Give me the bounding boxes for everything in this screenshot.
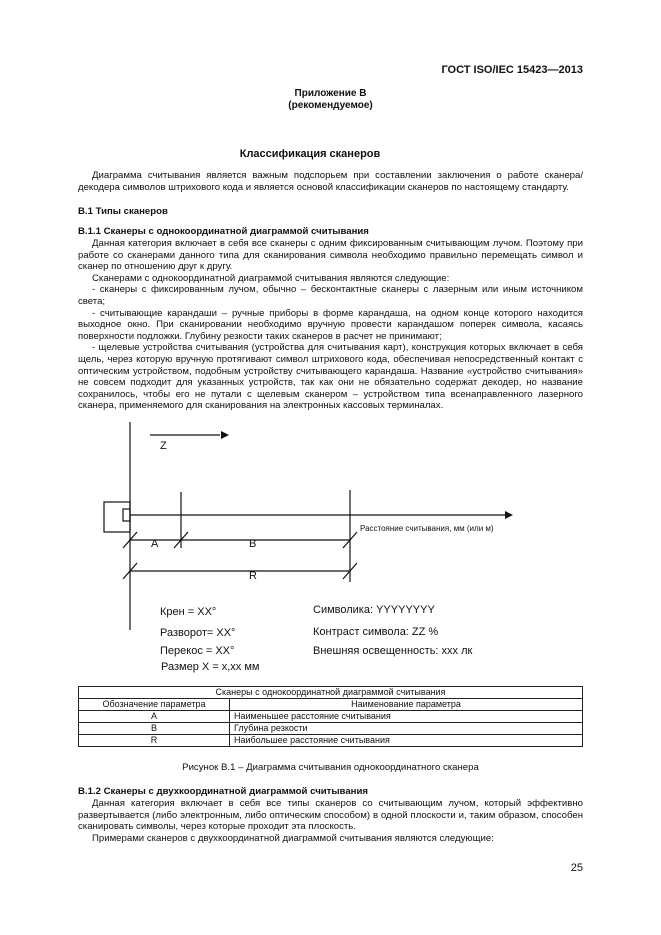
- section-title: Классификация сканеров: [239, 148, 381, 160]
- table-cell-name: Наибольшее расстояние считывания: [230, 735, 583, 747]
- symbology-label: Символика: YYYYYYYY: [313, 604, 435, 616]
- table-header-name: Наименование параметра: [230, 699, 583, 711]
- standard-header: ГОСТ ISO/IEC 15423—2013: [441, 64, 583, 76]
- table-cell-symbol: R: [79, 735, 230, 747]
- contrast-label: Контраст символа: ZZ %: [313, 626, 439, 638]
- table-row: [79, 723, 583, 735]
- table-cell-name: Наименьшее расстояние считывания: [230, 711, 583, 723]
- figure-caption: Рисунок В.1 – Диаграмма считывания однокоординатного сканера: [182, 762, 479, 773]
- z-arrow-head: [221, 431, 229, 439]
- page-number: 25: [570, 862, 583, 874]
- illumination-label: Внешняя освещенность: xxx лк: [313, 645, 473, 657]
- b11-paragraph-2: Сканерами с однокоординатной диаграммой считывания являются следующие:: [92, 272, 450, 284]
- b11-list-item-1: - сканеры с фиксированным лучом, обычно – бесконтактные сканеры с лазерным или иным источником света;: [78, 284, 583, 307]
- b12-body: [78, 798, 583, 844]
- table-row: [79, 735, 583, 747]
- r-label: R: [249, 570, 257, 582]
- parameters-table: [78, 686, 583, 747]
- b12-paragraph-2: Примерами сканеров с двухкоординатной диаграммой считывания являются следующие:: [92, 832, 494, 844]
- b11-paragraph-1: Данная категория включает в себя все сканеры с одним фиксированным считывающим лучом. Поэтому при работе со сканерами данного типа для сканирования символа необходимо правильно перемещать символ и сканер по отношению друг к другу.: [78, 238, 583, 273]
- axis-arrow-head: [505, 511, 513, 519]
- b12-paragraph-1: Данная категория включает в себя все типы сканеров со считывающим лучом, который эффективно развертывается (либо электронным, либо оптическим способом) в одной плоскости и, таким образом, способен сканировать символы, через которые проходит эта плоскость.: [78, 798, 583, 833]
- intro-text: Диаграмма считывания является важным подспорьем при составлении заключения о работе сканера/декодера символов штрихового кода и является основой классификации сканеров по настоящему стандарту.: [78, 170, 583, 193]
- axis-label: Расстояние считывания, мм (или м): [360, 524, 494, 533]
- table-row: [79, 711, 583, 723]
- scanner-box: [104, 502, 130, 532]
- heading-b1: В.1 Типы сканеров: [78, 206, 168, 217]
- skew-label: Перекос = XX°: [160, 645, 235, 657]
- table-title: Сканеры с однокоординатной диаграммой считывания: [79, 687, 583, 699]
- a-label: A: [151, 538, 159, 550]
- annex-title: Приложение В: [294, 88, 367, 99]
- z-label: Z: [160, 440, 167, 452]
- b11-list-item-3: - щелевые устройства считывания (устройства для считывания карт), конструкция которых включает в себя щель, через которую вручную протягивают символ штрихового кода, обеспечивая непосредственный контакт с оптическим устройством, подобным устройству считывающего карандаша. Название «устройство считывания» не совсем подходит для указанных устройств, так как они не обязательно содержат декодер, но название сохранилось, чтобы его не путали с щелевым сканером – устройством типа всенаправленного лазерного сканера, применяемого для сканирования на электронных кассовых терминалах.: [78, 342, 583, 412]
- heading-b11: В.1.1 Сканеры с однокоординатной диаграммой считывания: [78, 226, 369, 237]
- pitch-label: Разворот= XX°: [160, 627, 236, 639]
- b11-list-item-2: - считывающие карандаши – ручные приборы в форме карандаша, на одном конце которого находится выходное окно. При сканировании необходимо вручную провести карандашом поперек символа, касаясь поверхности подложки. Глубину резкости таких сканеров в расчет не принимают;: [78, 307, 583, 342]
- heading-b12: В.1.2 Сканеры с двухкоординатной диаграммой считывания: [78, 786, 368, 797]
- table-header-symbol: Обозначение параметра: [79, 699, 230, 711]
- annex-subtitle: (рекомендуемое): [288, 100, 373, 111]
- table-cell-name: Глубина резкости: [230, 723, 583, 735]
- module-size-label: Размер X = x,xx мм: [161, 661, 260, 673]
- table-cell-symbol: A: [79, 711, 230, 723]
- scanner-window: [123, 509, 130, 521]
- table-cell-symbol: B: [79, 723, 230, 735]
- roll-label: Крен = XX°: [160, 606, 217, 618]
- b-label: B: [249, 538, 257, 550]
